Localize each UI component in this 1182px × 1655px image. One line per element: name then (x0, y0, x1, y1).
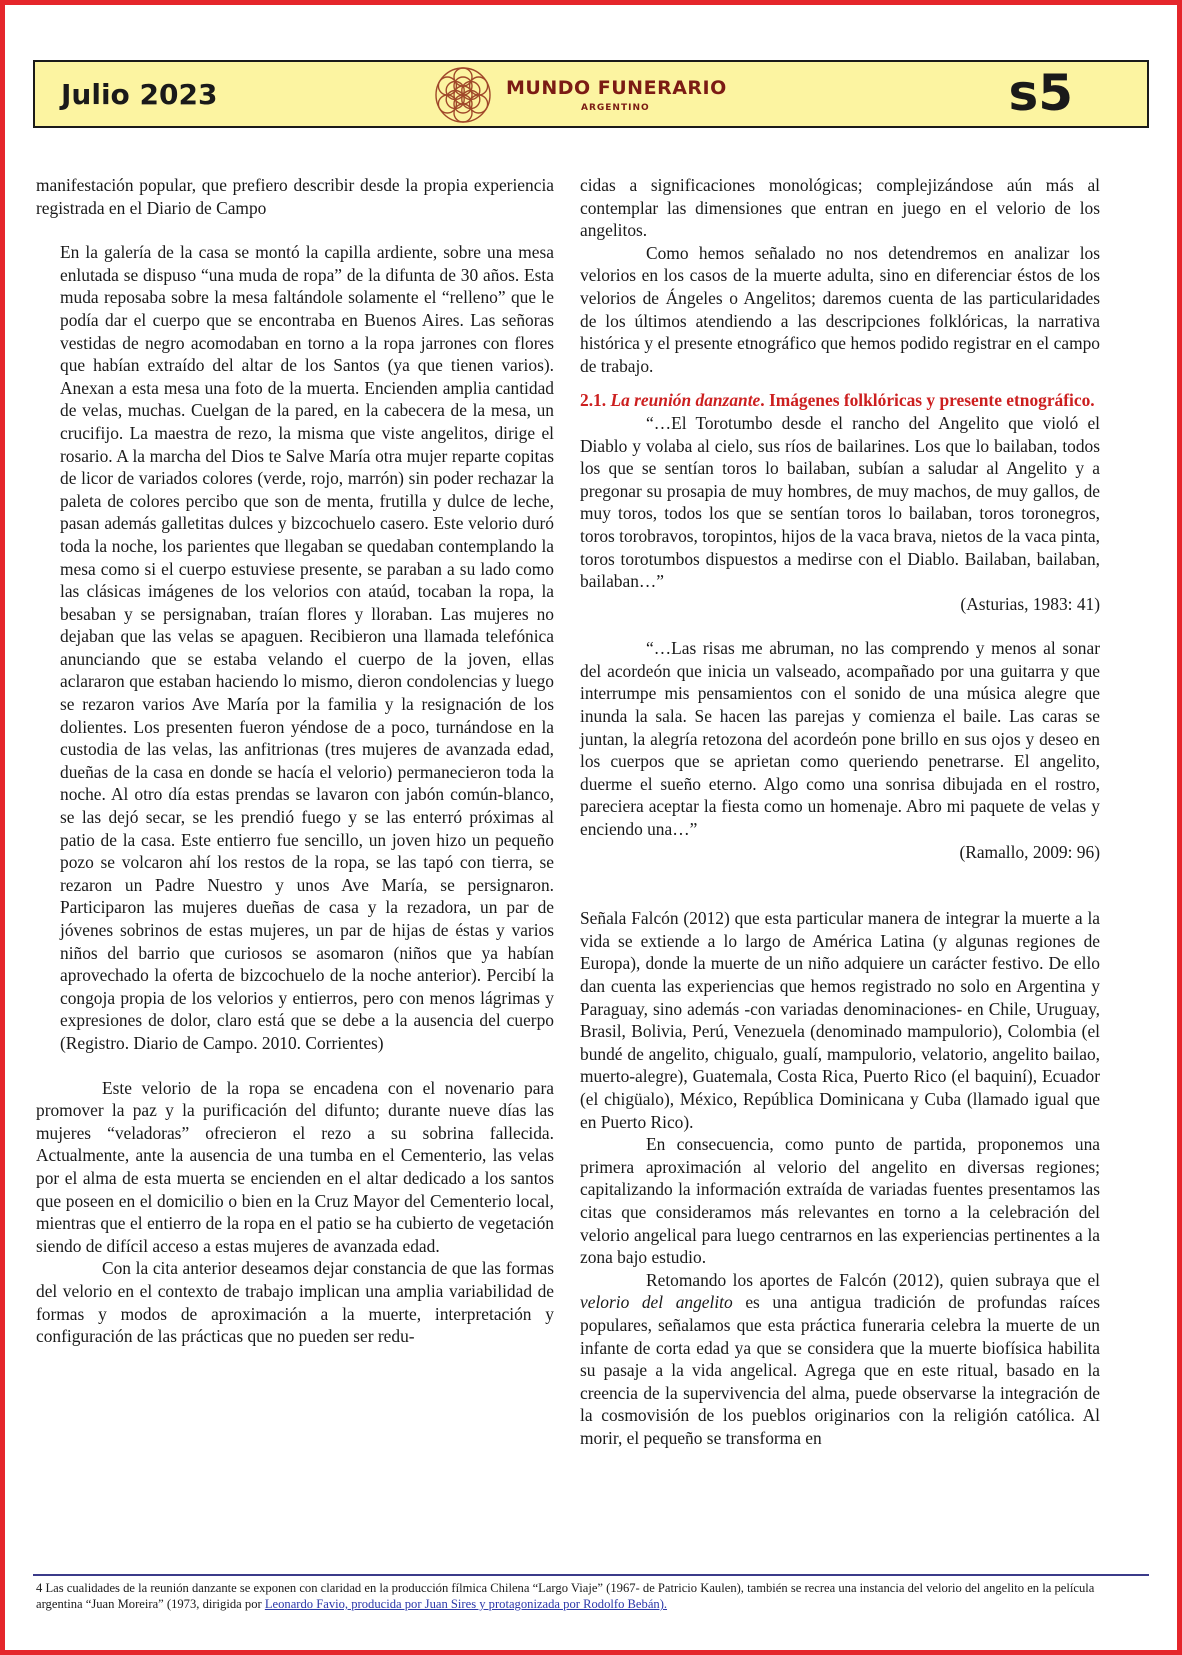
page-number: s5 (1008, 64, 1073, 122)
paragraph (580, 1269, 1100, 1450)
quote-citation: (Asturias, 1983: 41) (960, 593, 1100, 614)
brand-name: MUNDO FUNERARIO (506, 77, 727, 99)
footnote-divider (33, 1574, 1149, 1576)
paragraph: En consecuencia, como punto de partida, proponemos una primera aproximación al velorio del angelito en diversas regiones; capitalizando la información extraída de variadas fuentes presentamos las citas que consideramos más relevantes en torno a la celebración del velorio angelical para luego centrarnos en las experiencias pertinentes a la zona bajo estudio. (580, 1134, 1100, 1268)
page-header (33, 60, 1149, 128)
left-column (36, 174, 554, 1348)
flower-of-life-icon (431, 65, 495, 125)
footnote-link[interactable]: Leonardo Favio, producida por Juan Sires y protagonizada por Rodolfo Bebán). (264, 1597, 668, 1611)
literary-quote: “…El Torotumbo desde el rancho del Angelito que violó el Diablo y volaba al cielo, sus ríos de bailarines. Los que lo bailaban, todos los que se sentían toros lo bailaban, subían a saludar al Angelito y a pregonar su prosapia de muy hombres, de muy machos, de muy gallos, de muy toros, todos los que se sentían toros lo bailaban, toros toronegros, toros torobravos, toropintos, hijos de la vaca brava, nietos de la vaca pinta, toros torotumbos dispuestos a medirse con el Diablo. Bailaban, bailaban, bailaban…” (580, 412, 1100, 592)
paragraph: Con la cita anterior deseamos dejar constancia de que las formas del velorio en el contexto de trabajo implican una amplia variabilidad de formas y modos de aproximación a la muerte, interpretación y configuración de las prácticas que no pueden ser redu- (36, 1258, 554, 1347)
intro-paragraph: manifestación popular, que prefiero describir desde la propia experiencia registrada en el Diario de Campo (36, 175, 554, 218)
section-number: 2.1. (580, 390, 607, 411)
paragraph-text: es una antigua tradición de profundas raíces populares, señalamos que esta práctica funeraria celebra la muerte de un infante de corta edad ya que se considera que la muerte biofísica habilita su pasaje a la vida angelical. Agrega que en este ritual, basado en la creencia de la supervivencia del alma, puede observarse la integración de la cosmovisión de los pueblos originarios con la religión católica. Al morir, el pequeño se transforma en (580, 1292, 1100, 1448)
quote-citation: (Ramallo, 2009: 96) (959, 841, 1100, 862)
section-heading (580, 389, 1100, 412)
paragraph: Como hemos señalado no nos detendremos en analizar los velorios en los casos de la muerte adulta, sino en diferenciar éstos de los velorios de Ángeles o Angelitos; daremos cuenta de las particularidades de los últimos atendiendo a las descripciones folklóricas, la narrativa histórica y el presente etnográfico que hemos podido registrar en el campo de trabajo. (580, 242, 1100, 376)
section-title-italic: La reunión danzante (610, 390, 761, 411)
field-diary-quote: En la galería de la casa se montó la capilla ardiente, sobre una mesa enlutada se dispuso “una muda de ropa” de la difunta de 30 años. Esta muda reposaba sobre la mesa faltándole solamente el “relleno” que le podía dar el cuerpo que se encontraba en Buenos Aires. Las señoras vestidas de negro acomodaban en torno a la ropa jarrones con flores que habían extraído del altar de los Santos (ya que tienen varios). Anexan a esta mesa una foto de la muerta. Encienden amplia cantidad de velas, muchas. Cuelgan de la pared, en la cabecera de la mesa, un crucifijo. La maestra de rezo, la misma que viste angelitos, dirige el rosario. A la marcha del Dios te Salve María otra mujer reparte copitas de licor de variados colores (verde, rojo, marrón) sin poder rechazar la paleta de colores percibo que son de menta, frutilla y dulce de leche, pasan además galletitas dulces y bizcochuelo casero. Este velorio duró toda la noche, los parientes que llegaban se quedaban contemplando la mesa como si el cuerpo estuviese presente, se paraban a su lado como las clásicas imágenes de los velorios con ataúd, tocaban la ropa, la besaban y se persignaban, traían flores y lloraban. Las mujeres no dejaban que las velas se apaguen. Recibieron una llamada telefónica anunciando que se estaba velando el cuerpo de la joven, ellas aclararon que estaban haciendo lo mismo, dieron condolencias y luego se rezaron varios Ave María por la familia y la resignación de los dolientes. Los presenten fueron yéndose de a poco, turnándose en la custodia de las velas, las anfitrionas (tres mujeres de avanzada edad, dueñas de la casa en donde se hacía el velorio) permanecieron toda la noche. Al otro día estas prendas se lavaron con jabón común-blanco, se las dejó secar, se les prendió fuego y se las enterró próximas al patio de la casa. Este entierro fue sencillo, un joven hizo un pequeño pozo se volcaron ahí los restos de la ropa, se las tapó con tierra, se rezaron un Padre Nuestro y unos Ave María, se persignaron. Participaron las mujeres dueñas de casa y la rezadora, un par de jóvenes sobrinos de estas mujeres, un par de hijas de éstas y varios niños del barrio que curiosos se asomaron (niños que ya habían aprovechado la oferta de bizcochuelo de la noche anterior). Percibí la congoja propia de los velorios y entierros, pero con menos lágrimas y expresiones de dolor, claro está que se debe a la ausencia del cuerpo (Registro. Diario de Campo. 2010. Corrientes) (60, 242, 554, 1053)
footnote-text: Las cualidades de la reunión danzante se exponen con claridad en la producción fílmica Chilena “Largo Viaje” (1967- de Patricio Kaulen), también se recrea una instancia del velorio del angelito en la película argentina “Juan Moreira” (1973, dirigida por (36, 1581, 1095, 1611)
brand-subtitle: ARGENTINO (581, 103, 650, 113)
emphasis: velorio del angelito (580, 1292, 733, 1313)
brand-logo (431, 65, 727, 125)
footnote-marker: 4 (36, 1581, 43, 1595)
paragraph: cidas a significaciones monológicas; complejizándose aún más al contemplar las dimensiones que entran en juego en el velorio de los angelitos. (580, 175, 1100, 241)
issue-date: Julio 2023 (61, 78, 218, 111)
footnote (36, 1580, 1136, 1612)
paragraph-text: Retomando los aportes de Falcón (2012), quien subraya que el (646, 1269, 1100, 1290)
literary-quote: “…Las risas me abruman, no las comprendo y menos al sonar del acordeón que inicia un valseado, acompañado por una guitarra y que interrumpe mis pensamientos con el sonido de una música alegre que inunda la sala. Se hacen las parejas y comienza el baile. Las caras se juntan, la alegría retozona del acordeón pone brillo en sus ojos y deseo en los cuerpos que se aprietan como queriendo penetrarse. El angelito, duerme el sueño eterno. Algo como una sonrisa dibujada en el rostro, pareciera aceptar la fiesta como un homenaje. Abro mi paquete de velas y enciendo una…” (580, 638, 1100, 840)
right-column (580, 174, 1100, 1449)
section-title: . Imágenes folklóricas y presente etnográfico. (760, 390, 1095, 411)
paragraph: Señala Falcón (2012) que esta particular manera de integrar la muerte a la vida se extiende a lo largo de América Latina (y algunas regiones de Europa), donde la muerte de un niño adquiere un carácter festivo. De ello dan cuenta las experiencias que hemos registrado no solo en Argentina y Paraguay, sino además -con variadas denominaciones- en Chile, Uruguay, Brasil, Bolivia, Perú, Venezuela (denominado mampulorio), Colombia (el bundé de angelito, chigualo, gualí, mampulorio, velatorio, angelito bailao, muerto-alegre), Guatemala, Costa Rica, Puerto Rico (el baquiní), Ecuador (el chigüalo), México, República Dominicana y Cuba (llamado igual que en Puerto Rico). (580, 908, 1100, 1132)
paragraph: Este velorio de la ropa se encadena con el novenario para promover la paz y la purificación del difunto; durante nueve días las mujeres “veladoras” ofrecieron el rezo a su sobrina fallecida. Actualmente, ante la ausencia de una tumba en el Cementerio, las velas por el alma de esta muerta se encienden en el altar dedicado a los santos que poseen en el domicilio o bien en la Cruz Mayor del Cementerio local, mientras que el entierro de la ropa en el patio se ha cubierto de vegetación siendo de difícil acceso a estas mujeres de avanzada edad. (36, 1077, 554, 1256)
